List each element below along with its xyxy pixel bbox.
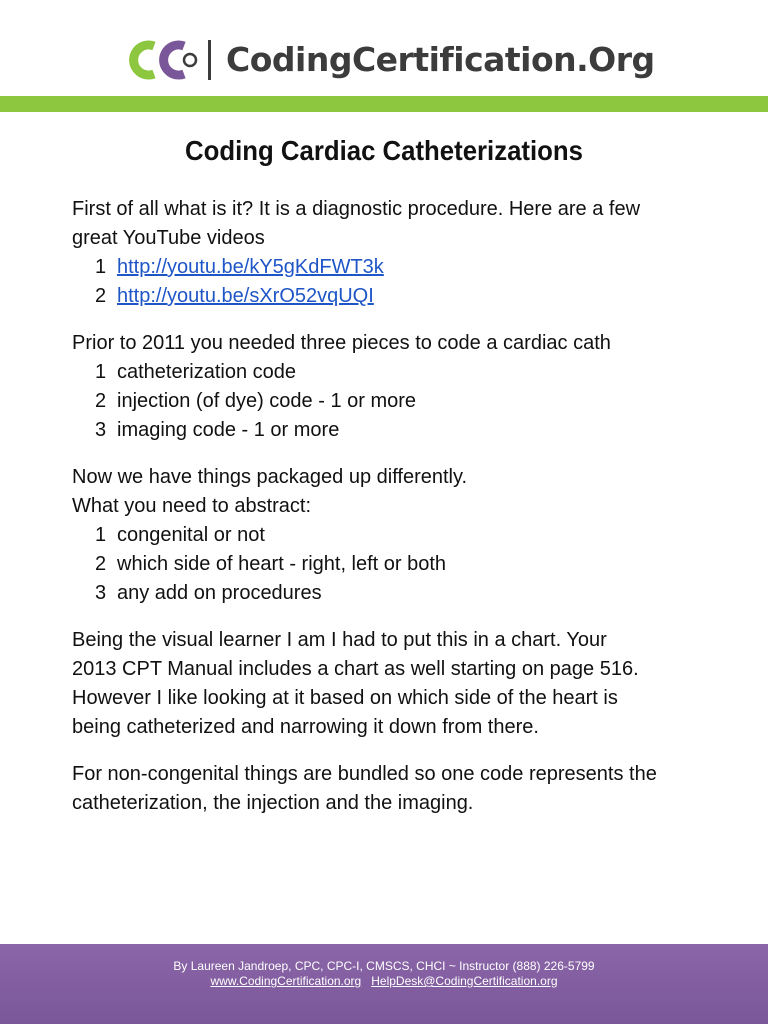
header-divider — [0, 96, 768, 112]
document-body — [72, 195, 712, 836]
now-paragraph — [72, 463, 712, 608]
footer — [0, 944, 768, 1024]
website-link[interactable]: www.CodingCertification.org — [210, 974, 362, 988]
page-title: Coding Cardiac Catheterizations — [185, 135, 583, 166]
prior-line-1: Prior to 2011 you needed three pieces to code a cardiac cath — [72, 332, 611, 354]
list-text: which side of heart - right, left or both — [117, 553, 447, 575]
list-number: 3 — [95, 419, 107, 441]
video-link-2[interactable]: http://youtu.be/sXrO52vqUQI — [117, 285, 374, 307]
list-item — [72, 550, 712, 579]
visual-line-2: 2013 CPT Manual includes a chart as well starting on page 516. — [72, 658, 639, 680]
abstract-list — [72, 521, 712, 608]
list-item — [72, 579, 712, 608]
list-number: 2 — [95, 390, 107, 412]
prior-paragraph — [72, 329, 712, 445]
footer-links — [0, 974, 768, 988]
list-number: 1 — [95, 524, 107, 546]
noncongenital-line-2: catheterization, the injection and the imaging. — [72, 792, 474, 814]
video-link-list — [72, 253, 712, 311]
noncongenital-line-1: For non-congenital things are bundled so one code represents the — [72, 763, 657, 785]
noncongenital-paragraph — [72, 760, 712, 818]
list-number: 2 — [95, 285, 107, 307]
list-number: 3 — [95, 582, 107, 604]
list-number: 1 — [95, 256, 107, 278]
intro-line-1: First of all what is it? It is a diagnostic procedure. Here are a few — [72, 198, 641, 220]
intro-line-2: great YouTube videos — [72, 227, 265, 249]
prior-list — [72, 358, 712, 445]
intro-paragraph — [72, 195, 712, 311]
email-link[interactable]: HelpDesk@CodingCertification.org — [371, 974, 558, 988]
now-line-1: Now we have things packaged up differently. — [72, 466, 468, 488]
author-line: By Laureen Jandroep, CPC, CPC-I, CMSCS, CHCI ~ Instructor (888) 226-5799 — [173, 959, 595, 973]
list-item — [72, 387, 712, 416]
list-text: injection (of dye) code - 1 or more — [117, 390, 417, 412]
video-link-1[interactable]: http://youtu.be/kY5gKdFWT3k — [117, 256, 384, 278]
list-item — [72, 521, 712, 550]
list-item — [72, 416, 712, 445]
cc-logo-icon — [120, 36, 216, 84]
now-line-2: What you need to abstract: — [72, 495, 312, 517]
list-item — [72, 358, 712, 387]
visual-paragraph — [72, 626, 712, 742]
list-number: 1 — [95, 361, 107, 383]
list-text: congenital or not — [117, 524, 265, 546]
list-item — [72, 282, 712, 311]
visual-line-4: being catheterized and narrowing it down from there. — [72, 716, 539, 738]
list-text: any add on procedures — [117, 582, 322, 604]
list-text: catheterization code — [117, 361, 297, 383]
list-item — [72, 253, 712, 282]
visual-line-3: However I like looking at it based on which side of the heart is — [72, 687, 618, 709]
visual-line-1: Being the visual learner I am I had to put this in a chart. Your — [72, 629, 607, 651]
list-number: 2 — [95, 553, 107, 575]
list-text: imaging code - 1 or more — [117, 419, 340, 441]
brand-name: CodingCertification.Org — [226, 40, 655, 79]
header — [0, 0, 768, 96]
